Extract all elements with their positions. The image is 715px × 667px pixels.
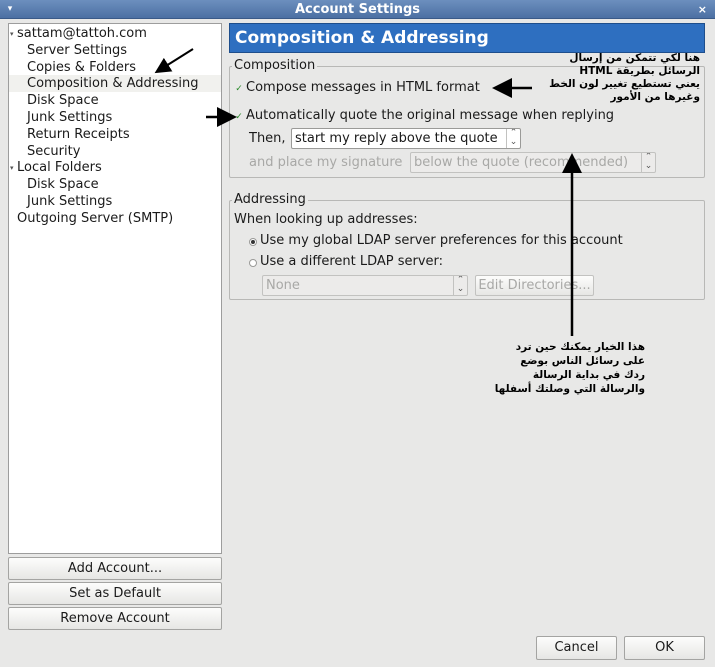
- window-titlebar: [0, 0, 715, 19]
- signature-position-value: below the quote (recommended): [414, 155, 629, 170]
- tree-item-account[interactable]: [9, 25, 221, 42]
- then-label: Then,: [249, 131, 286, 146]
- composition-group-title: Composition: [234, 58, 316, 73]
- annotation-line: هذا الخيار يمكنك حين ترد: [515, 341, 645, 353]
- tree-item-label: Junk Settings: [27, 194, 113, 209]
- tree-item-label: Disk Space: [27, 177, 99, 192]
- tree-item-outgoing-server[interactable]: [9, 210, 221, 227]
- tree-item-security[interactable]: [9, 143, 221, 160]
- annotation-line: يعني تستطيع تغيير لون الخط: [549, 78, 700, 90]
- annotation-line: على رسائل الناس بوضع: [520, 355, 645, 367]
- ldap-server-select[interactable]: [262, 275, 468, 296]
- tree-item-disk-space[interactable]: [9, 92, 221, 109]
- dropdown-arrow-icon: ⌃ ⌄: [453, 276, 467, 295]
- html-format-checkbox[interactable]: ✓: [235, 84, 243, 94]
- close-icon[interactable]: ×: [697, 3, 707, 16]
- tree-item-copies-folders[interactable]: [9, 59, 221, 76]
- edit-directories-button[interactable]: Edit Directories...: [475, 275, 594, 296]
- annotation-line: والرسالة التي وصلتك أسفلها: [494, 383, 645, 395]
- tree-item-label: Server Settings: [27, 43, 128, 58]
- addressing-group-title: Addressing: [234, 192, 306, 207]
- reply-position-select[interactable]: [291, 128, 521, 149]
- tree-item-label: Outgoing Server (SMTP): [17, 211, 174, 226]
- tree-item-return-receipts[interactable]: [9, 126, 221, 143]
- expand-toggle-icon[interactable]: ▾: [10, 164, 14, 172]
- annotation-line: ردك في بداية الرسالة: [532, 369, 645, 381]
- signature-position-select[interactable]: [410, 152, 656, 173]
- tree-item-label: Composition & Addressing: [27, 76, 199, 91]
- tree-item-label: Junk Settings: [27, 110, 113, 125]
- different-ldap-label: Use a different LDAP server:: [260, 254, 444, 269]
- signature-label: and place my signature: [249, 155, 403, 170]
- auto-quote-annotation: [485, 340, 645, 396]
- remove-account-button[interactable]: Remove Account: [8, 607, 222, 630]
- annotation-line: الرسائل بطريقة HTML: [579, 65, 700, 77]
- annotation-line: وغيرها من الأمور: [610, 91, 700, 103]
- account-tree[interactable]: [8, 23, 222, 554]
- tree-item-local-folders[interactable]: [9, 159, 221, 176]
- tree-item-label: Security: [27, 144, 81, 159]
- tree-item-label: Disk Space: [27, 93, 99, 108]
- global-ldap-radio[interactable]: [249, 238, 257, 246]
- html-format-label: Compose messages in HTML format: [246, 80, 480, 95]
- tree-item-label: Local Folders: [17, 160, 102, 175]
- set-default-button[interactable]: Set as Default: [8, 582, 222, 605]
- tree-item-local-disk-space[interactable]: [9, 176, 221, 193]
- reply-position-value: start my reply above the quote: [295, 131, 498, 146]
- tree-item-label: sattam@tattoh.com: [17, 26, 147, 41]
- annotation-line: هنا لكي تتمكن من إرسال: [569, 52, 700, 64]
- window-menu-icon[interactable]: ▾: [7, 4, 13, 14]
- auto-quote-label: Automatically quote the original message when replying: [246, 108, 615, 123]
- html-format-annotation: [540, 52, 700, 104]
- tree-item-junk-settings[interactable]: [9, 109, 221, 126]
- global-ldap-label: Use my global LDAP server preferences for this account: [260, 233, 623, 248]
- window-title: Account Settings: [294, 2, 421, 17]
- auto-quote-checkbox[interactable]: ✓: [235, 112, 243, 122]
- add-account-button[interactable]: Add Account...: [8, 557, 222, 580]
- tree-item-server-settings[interactable]: [9, 42, 221, 59]
- tree-item-label: Copies & Folders: [27, 60, 137, 75]
- dropdown-arrow-icon: ⌃ ⌄: [506, 129, 520, 148]
- page-title: Composition & Addressing: [229, 23, 705, 53]
- tree-item-label: Return Receipts: [27, 127, 130, 142]
- tree-item-local-junk-settings[interactable]: [9, 193, 221, 210]
- dropdown-arrow-icon: ⌃ ⌄: [641, 153, 655, 172]
- ok-button[interactable]: OK: [624, 636, 705, 660]
- lookup-label: When looking up addresses:: [234, 212, 418, 227]
- different-ldap-radio[interactable]: [249, 259, 257, 267]
- tree-item-composition-addressing[interactable]: [9, 75, 221, 92]
- cancel-button[interactable]: Cancel: [536, 636, 617, 660]
- expand-toggle-icon[interactable]: ▾: [10, 30, 14, 38]
- ldap-server-value: None: [266, 278, 300, 293]
